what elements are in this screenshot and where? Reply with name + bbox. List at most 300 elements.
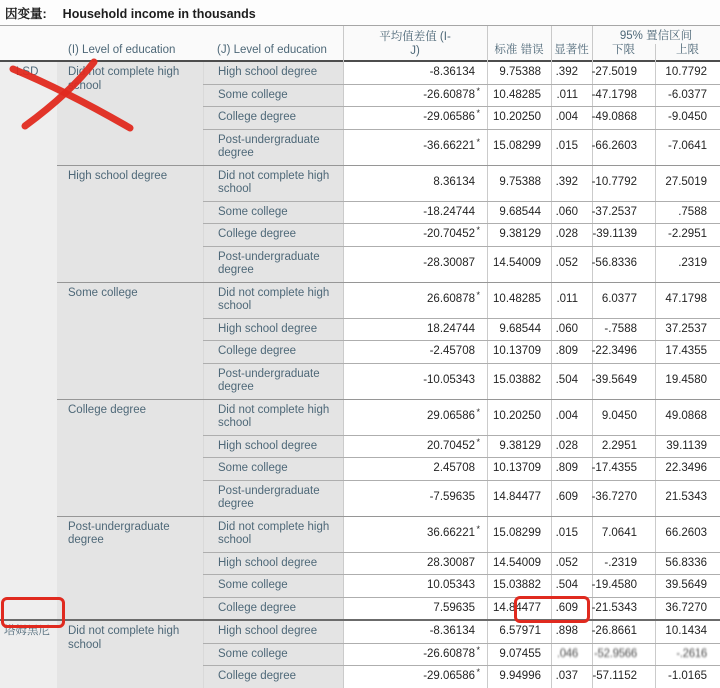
cell-value: -2.2951 (667, 228, 707, 240)
header-std-error: 标准 错误 (494, 43, 544, 56)
comparison-row (203, 283, 720, 318)
cell-value: -22.3496 (591, 345, 637, 357)
i-label-cell: Some college (57, 283, 203, 399)
mean-diff-cell (343, 598, 487, 620)
j-label-cell: College degree (203, 107, 343, 129)
std-error-cell (487, 62, 551, 84)
j-label-cell: Post-undergraduate degree (203, 130, 343, 165)
cell-value: .046 (556, 647, 578, 660)
ci-lower-cell (592, 130, 655, 165)
cell-value: 26.60878 * (427, 290, 480, 306)
cell-value: -2.45708 (429, 345, 475, 357)
sig-cell (551, 166, 592, 201)
comparison-row (203, 201, 720, 224)
cell-value: 10.20250 (493, 410, 541, 423)
sig-cell (551, 436, 592, 458)
cell-value: 29.06586 * (427, 407, 480, 423)
cell-value: .2319 (678, 257, 707, 270)
cell-value: 9.75388 (499, 176, 541, 189)
cell-value: -.2319 (604, 556, 637, 569)
cell-value: -28.30087 (423, 257, 475, 270)
ci-lower-cell (592, 247, 655, 282)
mean-diff-cell (343, 224, 487, 246)
cell-value: -36.7270 (591, 491, 637, 504)
cell-value: -39.1139 (592, 228, 637, 240)
cell-value: .809 (555, 345, 578, 357)
std-error-cell (487, 666, 551, 688)
cell-value: 15.08299 (493, 527, 541, 540)
cell-value: -27.5019 (591, 66, 637, 78)
ci-upper-cell (655, 247, 720, 282)
sig-cell (551, 224, 592, 246)
cell-value: 10.05343 (427, 579, 475, 591)
ci-lower-cell (592, 364, 655, 399)
significance-asterisk: * (476, 137, 480, 148)
j-label-cell: Did not complete high school (203, 400, 343, 435)
comparison-group (57, 62, 720, 165)
cell-value: 14.54009 (493, 556, 541, 569)
sig-cell (551, 517, 592, 552)
ci-lower-cell (592, 166, 655, 201)
std-error-cell (487, 400, 551, 435)
mean-diff-cell (343, 341, 487, 363)
std-error-cell (487, 202, 551, 224)
comparison-row (203, 435, 720, 458)
comparison-group (57, 165, 720, 282)
mean-diff-cell (343, 247, 487, 282)
cell-value: -19.4580 (591, 579, 637, 591)
ci-upper-cell (655, 436, 720, 458)
ci-upper-cell (655, 575, 720, 597)
j-label-cell: Post-undergraduate degree (203, 364, 343, 399)
cell-value: 10.1434 (665, 625, 707, 637)
comparison-row (203, 363, 720, 399)
sig-cell (551, 621, 592, 643)
i-label-cell: Did not complete high school (57, 621, 203, 688)
std-error-cell (487, 130, 551, 165)
j-label-cell: College degree (203, 598, 343, 620)
comparison-row (203, 643, 720, 666)
cell-value: .392 (555, 66, 578, 78)
ci-upper-cell (655, 341, 720, 363)
sig-cell (551, 400, 592, 435)
sig-cell (551, 62, 592, 84)
header-divider (655, 44, 656, 63)
cell-value: 10.48285 (493, 88, 541, 101)
comparison-row (203, 166, 720, 201)
cell-value: -7.59635 (429, 491, 475, 504)
mean-diff-cell (343, 436, 487, 458)
significance-asterisk: * (476, 108, 480, 118)
comparison-row (203, 62, 720, 84)
cell-value: 66.2603 (665, 527, 707, 540)
group-rows (203, 621, 720, 688)
cell-value: 2.45708 (433, 462, 475, 474)
ci-upper-cell (655, 202, 720, 224)
section-groups (57, 621, 720, 688)
cell-value: 10.48285 (493, 293, 541, 306)
cell-value: 22.3496 (665, 462, 707, 474)
j-label-cell: High school degree (203, 553, 343, 575)
significance-asterisk: * (476, 667, 480, 677)
sig-cell (551, 130, 592, 165)
mean-diff-cell (343, 481, 487, 516)
sig-cell (551, 319, 592, 341)
cell-value: .898 (555, 625, 578, 637)
i-label-cell: Post-undergraduate degree (57, 517, 203, 620)
comparison-row (203, 665, 720, 688)
std-error-cell (487, 553, 551, 575)
cell-value: -.7588 (604, 322, 637, 335)
cell-value: 39.1139 (666, 439, 707, 452)
sig-cell (551, 364, 592, 399)
cell-value: 15.03882 (493, 374, 541, 387)
ci-lower-cell (592, 85, 655, 107)
cell-value: -1.0165 (667, 670, 707, 682)
j-label-cell: High school degree (203, 62, 343, 84)
comparison-row (203, 457, 720, 480)
ci-upper-cell (655, 553, 720, 575)
cell-value: 9.38129 (499, 228, 541, 240)
cell-value: 9.68544 (499, 322, 541, 335)
j-label-cell: College degree (203, 666, 343, 688)
mean-diff-cell (343, 319, 487, 341)
cell-value: -57.1152 (592, 670, 637, 682)
cell-value: 27.5019 (665, 176, 707, 189)
cell-value: 21.5343 (665, 491, 707, 504)
cell-value: -66.2603 (591, 140, 637, 153)
ci-lower-cell (592, 666, 655, 688)
cell-value: -26.8661 (591, 625, 637, 637)
comparison-group (57, 282, 720, 399)
cell-value: 10.13709 (493, 462, 541, 474)
ci-lower-cell (592, 319, 655, 341)
cell-value: .028 (555, 439, 578, 452)
header-lower-bound: 下限 (612, 43, 635, 56)
caption-label: 因变量: (5, 7, 47, 21)
sig-cell (551, 247, 592, 282)
ci-lower-cell (592, 341, 655, 363)
comparison-row (203, 480, 720, 516)
comparison-row (203, 517, 720, 552)
group-rows (203, 400, 720, 516)
cell-value: 14.54009 (493, 257, 541, 270)
significance-asterisk: * (476, 524, 480, 535)
caption-value: Household income in thousands (62, 7, 256, 21)
method-section (0, 62, 720, 619)
sig-cell (551, 341, 592, 363)
mean-diff-cell (343, 575, 487, 597)
j-label-cell: Post-undergraduate degree (203, 247, 343, 282)
cell-value: 2.2951 (601, 439, 637, 452)
std-error-cell (487, 166, 551, 201)
sig-cell (551, 553, 592, 575)
cell-value: 36.7270 (665, 601, 707, 614)
j-label-cell: Some college (203, 644, 343, 666)
cell-value: 9.68544 (499, 205, 541, 218)
group-rows (203, 62, 720, 165)
mean-diff-cell (343, 85, 487, 107)
ci-lower-cell (592, 283, 655, 318)
significance-asterisk: * (476, 85, 480, 96)
mean-diff-cell (343, 517, 487, 552)
mean-diff-cell (343, 400, 487, 435)
group-rows (203, 517, 720, 620)
cell-value: .015 (555, 527, 578, 540)
cell-value: .011 (556, 88, 578, 101)
method-label: 塔姆黑尼 (0, 621, 57, 688)
mean-diff-cell (343, 666, 487, 688)
ci-lower-cell (592, 517, 655, 552)
std-error-cell (487, 319, 551, 341)
cell-value: 28.30087 (427, 556, 475, 569)
significance-asterisk: * (476, 290, 480, 301)
std-error-cell (487, 364, 551, 399)
cell-value: 6.57971 (499, 625, 541, 637)
std-error-cell (487, 436, 551, 458)
cell-value: -26.60878 * (423, 644, 480, 660)
cell-value: 9.0450 (601, 410, 637, 423)
ci-upper-cell (655, 364, 720, 399)
comparison-row (203, 318, 720, 341)
cell-value: 36.66221 * (427, 524, 480, 540)
cell-value: 9.38129 (499, 439, 541, 452)
ci-upper-cell (655, 666, 720, 688)
sig-cell (551, 598, 592, 620)
cell-value: 19.4580 (665, 374, 707, 387)
cell-value: .7588 (678, 205, 707, 218)
comparison-row (203, 621, 720, 643)
i-label-cell: Did not complete high school (57, 62, 203, 165)
cell-value: 10.20250 (493, 111, 541, 123)
ci-upper-cell (655, 107, 720, 129)
ci-upper-cell (655, 130, 720, 165)
section-groups (57, 62, 720, 619)
cell-value: .609 (555, 601, 578, 614)
std-error-cell (487, 621, 551, 643)
table-caption (5, 4, 256, 22)
cell-value: .060 (555, 205, 578, 218)
header-divider (343, 26, 344, 63)
cell-value: -.2616 (676, 647, 707, 660)
ci-lower-cell (592, 62, 655, 84)
i-label-cell: College degree (57, 400, 203, 516)
cell-value: .504 (555, 579, 578, 591)
header-upper-bound: 上限 (676, 43, 699, 56)
ci-lower-cell (592, 458, 655, 480)
cell-value: 9.07455 (499, 647, 541, 660)
cell-value: 7.0641 (601, 527, 637, 540)
cell-value: -29.06586 * (423, 667, 480, 682)
header-j-level: (J) Level of education (217, 43, 327, 56)
cell-value: -47.1798 (591, 88, 637, 101)
ci-lower-cell (592, 481, 655, 516)
j-label-cell: Did not complete high school (203, 517, 343, 552)
std-error-cell (487, 517, 551, 552)
j-label-cell: Did not complete high school (203, 166, 343, 201)
mean-diff-cell (343, 621, 487, 643)
multiple-comparisons-table[interactable] (0, 25, 720, 688)
comparison-group (57, 621, 720, 688)
group-rows (203, 283, 720, 399)
std-error-cell (487, 85, 551, 107)
ci-upper-cell (655, 400, 720, 435)
comparison-row (203, 400, 720, 435)
std-error-cell (487, 481, 551, 516)
ci-upper-cell (655, 283, 720, 318)
ci-lower-cell (592, 644, 655, 666)
mean-diff-cell (343, 553, 487, 575)
cell-value: 10.7792 (665, 66, 707, 78)
std-error-cell (487, 575, 551, 597)
group-rows (203, 166, 720, 282)
cell-value: .004 (555, 410, 578, 423)
cell-value: 39.5649 (665, 579, 707, 591)
ci-lower-cell (592, 400, 655, 435)
header-mean-difference: 平均值差值 (I- J) (379, 31, 451, 57)
significance-asterisk: * (476, 436, 480, 447)
comparison-row (203, 223, 720, 246)
sig-cell (551, 666, 592, 688)
j-label-cell: College degree (203, 224, 343, 246)
table-body (0, 62, 720, 688)
cell-value: .004 (555, 111, 578, 123)
cell-value: 47.1798 (665, 293, 707, 306)
j-label-cell: College degree (203, 341, 343, 363)
cell-value: -18.24744 (423, 205, 475, 218)
cell-value: .037 (555, 670, 578, 682)
cell-value: 10.13709 (493, 345, 541, 357)
header-divider (551, 26, 552, 63)
mean-diff-cell (343, 202, 487, 224)
comparison-row (203, 106, 720, 129)
sig-cell (551, 283, 592, 318)
std-error-cell (487, 247, 551, 282)
std-error-cell (487, 107, 551, 129)
cell-value: -20.70452 * (423, 225, 480, 240)
comparison-row (203, 340, 720, 363)
cell-value: -52.9566 (594, 647, 637, 660)
cell-value: 56.8336 (665, 556, 707, 569)
j-label-cell: Post-undergraduate degree (203, 481, 343, 516)
j-label-cell: Did not complete high school (203, 283, 343, 318)
mean-diff-cell (343, 166, 487, 201)
ci-lower-cell (592, 107, 655, 129)
header-divider (592, 26, 593, 63)
ci-lower-cell (592, 598, 655, 620)
ci-upper-cell (655, 458, 720, 480)
comparison-row (203, 84, 720, 107)
j-label-cell: Some college (203, 85, 343, 107)
j-label-cell: Some college (203, 202, 343, 224)
mean-diff-cell (343, 107, 487, 129)
cell-value: -6.0377 (667, 88, 707, 101)
cell-value: .609 (555, 491, 578, 504)
mean-diff-cell (343, 644, 487, 666)
ci-lower-cell (592, 224, 655, 246)
cell-value: 18.24744 (427, 322, 475, 335)
std-error-cell (487, 283, 551, 318)
significance-asterisk: * (476, 225, 480, 235)
cell-value: -17.4355 (591, 462, 637, 474)
ci-upper-cell (655, 481, 720, 516)
method-label: LSD (0, 62, 57, 619)
ci-upper-cell (655, 598, 720, 620)
cell-value: .504 (555, 374, 578, 387)
sig-cell (551, 458, 592, 480)
cell-value: -21.5343 (591, 601, 637, 614)
j-label-cell: High school degree (203, 319, 343, 341)
cell-value: 8.36134 (433, 176, 475, 189)
cell-value: -56.8336 (591, 257, 637, 270)
sig-cell (551, 85, 592, 107)
ci-upper-cell (655, 85, 720, 107)
std-error-cell (487, 341, 551, 363)
sig-cell (551, 107, 592, 129)
cell-value: -8.36134 (429, 66, 475, 78)
cell-value: 15.03882 (493, 579, 541, 591)
header-confidence-interval: 95% 置信区间 (619, 30, 693, 42)
ci-upper-cell (655, 224, 720, 246)
ci-lower-cell (592, 202, 655, 224)
cell-value: 17.4355 (665, 345, 707, 357)
mean-diff-cell (343, 283, 487, 318)
cell-value: .011 (556, 293, 578, 306)
cell-value: -9.0450 (667, 111, 707, 123)
ci-upper-cell (655, 62, 720, 84)
cell-value: -49.0868 (591, 111, 637, 123)
cell-value: -39.5649 (591, 374, 637, 387)
ci-upper-cell (655, 319, 720, 341)
cell-value: 7.59635 (433, 601, 475, 614)
cell-value: 49.0868 (665, 410, 707, 423)
sig-cell (551, 575, 592, 597)
i-label-cell: High school degree (57, 166, 203, 282)
cell-value: 14.84477 (493, 491, 541, 504)
ci-lower-cell (592, 553, 655, 575)
std-error-cell (487, 644, 551, 666)
std-error-cell (487, 598, 551, 620)
mean-diff-cell (343, 458, 487, 480)
cell-value: .060 (555, 322, 578, 335)
ci-upper-cell (655, 644, 720, 666)
j-label-cell: High school degree (203, 621, 343, 643)
comparison-row (203, 574, 720, 597)
cell-value: .052 (555, 556, 578, 569)
comparison-row (203, 597, 720, 620)
std-error-cell (487, 224, 551, 246)
ci-upper-cell (655, 166, 720, 201)
cell-value: 6.0377 (601, 293, 637, 306)
cell-value: .028 (555, 228, 578, 240)
ci-upper-cell (655, 621, 720, 643)
ci-lower-cell (592, 621, 655, 643)
significance-asterisk: * (476, 407, 480, 418)
method-section (0, 619, 720, 688)
sig-cell (551, 644, 592, 666)
j-label-cell: High school degree (203, 436, 343, 458)
cell-value: -10.05343 (423, 374, 475, 387)
ci-lower-cell (592, 436, 655, 458)
header-significance: 显著性 (554, 43, 589, 56)
ci-upper-cell (655, 517, 720, 552)
j-label-cell: Some college (203, 575, 343, 597)
mean-diff-cell (343, 62, 487, 84)
cell-value: -37.2537 (591, 205, 637, 218)
comparison-row (203, 129, 720, 165)
table-header (0, 25, 720, 62)
cell-value: .052 (555, 257, 578, 270)
